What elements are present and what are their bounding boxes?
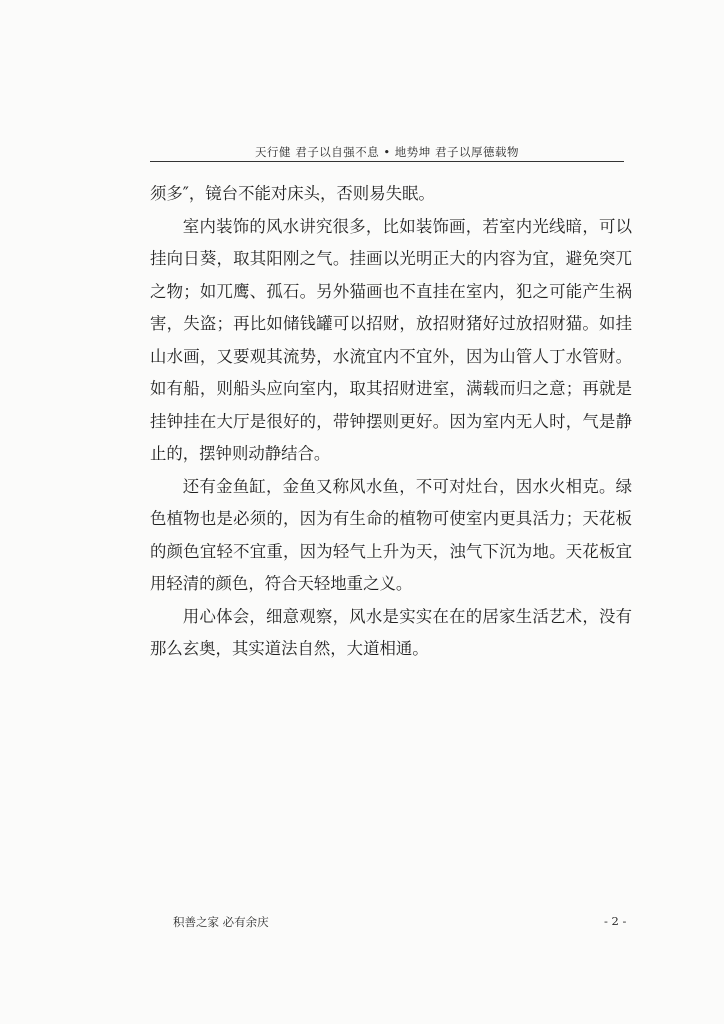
- header-rule: [150, 161, 624, 162]
- paragraph-decoration: 室内装饰的风水讲究很多，比如装饰画，若室内光线暗，可以挂向日葵，取其阳刚之气。挂画以光明正大的内容为宜，避免突兀之物；如兀鹰、孤石。另外猫画也不直挂在室内，犯之可能产生祸害，失盗；再比如储钱罐可以招财，放招财猪好过放招财猫。如挂山水画，又要观其流势，水流宜内不宜外，因为山管人丁水管财。如有船，则船头应向室内，取其招财进室，满载而归之意；再就是挂钟挂在大厅是很好的，带钟摆则更好。因为室内无人时，气是静止的，摆钟则动静结合。: [150, 216, 632, 463]
- body-text: [150, 178, 632, 666]
- paragraph-fish-tank: 还有金鱼缸，金鱼又称风水鱼，不可对灶台，因水火相克。绿色植物也是必须的，因为有生命的植物可使室内更具活力；天花板的颜色宜轻不宜重，因为轻气上升为天，浊气下沉为地。天花板宜用轻清的颜色，符合天轻地重之义。: [150, 476, 632, 593]
- running-header: 天行健 君子以自强不息 • 地势坤 君子以厚德载物: [255, 145, 519, 159]
- paragraph-conclusion: 用心体会，细意观察，风水是实实在在的居家生活艺术，没有那么玄奥，其实道法自然，大道相通。: [150, 606, 632, 658]
- page-number: - 2 -: [604, 914, 627, 928]
- footer-motto: 积善之家 必有余庆: [173, 915, 269, 929]
- paragraph-continuation: 须多″，镜台不能对床头，否则易失眠。: [150, 184, 435, 203]
